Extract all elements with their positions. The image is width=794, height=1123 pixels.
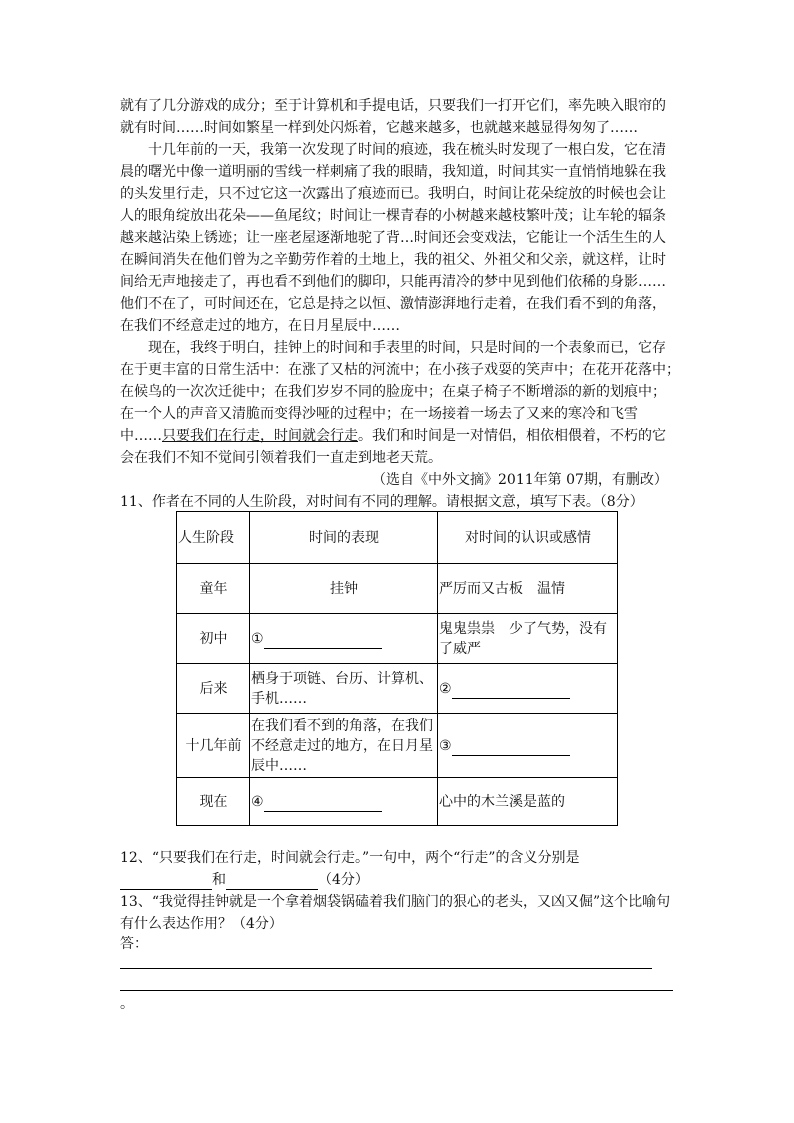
blank-marker: ④ (251, 793, 264, 810)
passage-line: 的头发里行走，只不过它这一次露出了痕迹而已。我明白，时间让花朵绽放的时候也会让 (120, 186, 666, 202)
passage-line: 就有时间……时间如繁星一样到处闪烁着，它越来越多，也就越来越显得匆匆了…… (120, 120, 638, 136)
manifestation-cell (250, 778, 438, 826)
answer-label: 答： (120, 936, 148, 952)
passage-line-end: 。我们和时间是一对情侣，相依相偎着，不朽的它 (358, 428, 666, 444)
passage-line: 他们不在了，可时间还在，它总是持之以恒、激情澎湃地行走着，在我们看不到的角落， (120, 296, 666, 312)
blank-marker: ① (251, 630, 264, 647)
answer-line-1[interactable] (120, 968, 652, 969)
passage-source: （选自《中外文摘》2011年第 07期，有删改） (372, 472, 668, 488)
stage-cell: 现在 (177, 778, 250, 826)
passage-line: 十几年前的一天，我第一次发现了时间的痕迹，我在梳头时发现了一根白发，它在清 (148, 142, 666, 158)
passage-line: 间给无声地接走了，再也看不到他们的脚印，只能再清冷的梦中见到他们依稀的身影…… (120, 274, 666, 290)
passage-line: 越来越沾染上锈迹；让一座老屋逐渐地驼了背…时间还会变戏法，它能让一个活生生的人 (120, 230, 666, 246)
header-manifestation: 时间的表现 (250, 512, 438, 564)
manifestation-cell: 挂钟 (250, 564, 438, 614)
passage-line: 在一个人的声音又清脆而变得沙哑的过程中；在一场接着一场去了又来的寒冷和飞雪 (120, 406, 638, 422)
table-row (177, 664, 618, 714)
passage-line-start: 中…… (120, 428, 162, 444)
question-12-answer-line (120, 870, 369, 890)
answer-blank-3[interactable] (452, 739, 570, 756)
passage-line: 人的眼角绽放出花朵——鱼尾纹；时间让一棵青春的小树越来越枝繁叶茂；让车轮的辐条 (120, 208, 666, 224)
passage-line: 会在我们不知不觉间引领着我们一直走到地老天荒。 (120, 450, 442, 466)
stage-cell: 初中 (177, 614, 250, 664)
feeling-cell (438, 664, 618, 714)
passage-line: 就有了几分游戏的成分；至于计算机和手提电话，只要我们一打开它们，率先映入眼帘的 (120, 98, 666, 114)
feeling-cell (438, 714, 618, 778)
conjunction-and: 和 (212, 872, 226, 888)
score-label: （4分） (318, 872, 369, 888)
end-mark: 。 (120, 996, 134, 1012)
passage-line: 在我们不经意走过的地方，在日月星辰中…… (120, 318, 400, 334)
table-row (177, 614, 618, 664)
life-stage-table (176, 511, 618, 826)
underlined-sentence: 只要我们在行走，时间就会行走 (162, 428, 358, 444)
manifestation-cell (250, 614, 438, 664)
question-13-prompt: 13、“我觉得挂钟就是一个拿着烟袋锅磕着我们脑门的狠心的老头，又凶又倔”这个比喻句 (120, 894, 671, 910)
manifestation-cell: 在我们看不到的角落，在我们不经意走过的地方，在日月星辰中…… (250, 714, 438, 778)
answer-blank-2[interactable] (452, 682, 570, 699)
header-stage: 人生阶段 (177, 512, 250, 564)
passage-line: 在瞬间消失在他们曾为之辛勤劳作着的土地上，我的祖父、外祖父和父亲，就这样，让时 (120, 252, 666, 268)
table-row (177, 714, 618, 778)
passage-line: 在候鸟的一次次迁徙中；在我们岁岁不同的脸庞中；在桌子椅子不断增添的新的划痕中； (120, 384, 666, 400)
passage-line: 现在，我终于明白，挂钟上的时间和手表里的时间，只是时间的一个表象而已，它存 (148, 340, 666, 356)
answer-blank-4[interactable] (264, 795, 382, 812)
feeling-cell: 心中的木兰溪是蓝的 (438, 778, 618, 826)
table-row (177, 564, 618, 614)
passage-line: 在于更丰富的日常生活中：在涨了又枯的河流中；在小孩子戏耍的笑声中；在花开花落中； (120, 362, 680, 378)
feeling-cell: 鬼鬼祟祟 少了气势，没有了威严 (438, 614, 618, 664)
answer-line-2[interactable] (120, 990, 673, 991)
answer-blank-12a[interactable] (120, 873, 212, 890)
manifestation-cell: 栖身于项链、台历、计算机、手机…… (250, 664, 438, 714)
header-feeling: 对时间的认识或感情 (438, 512, 618, 564)
table-row (177, 778, 618, 826)
answer-blank-1[interactable] (264, 632, 382, 649)
question-13-prompt-cont: 有什么表达作用？（4分） (120, 916, 283, 932)
table-header-row (177, 512, 618, 564)
question-12-prompt: 12、“只要我们在行走，时间就会行走。”一句中，两个“行走”的含义分别是 (120, 850, 580, 866)
passage-line (120, 426, 666, 446)
answer-blank-12b[interactable] (226, 873, 318, 890)
stage-cell: 童年 (177, 564, 250, 614)
feeling-cell: 严厉而又古板 温情 (438, 564, 618, 614)
stage-cell: 十几年前 (177, 714, 250, 778)
blank-marker: ② (439, 680, 452, 697)
blank-marker: ③ (439, 737, 452, 754)
stage-cell: 后来 (177, 664, 250, 714)
passage-line: 晨的曙光中像一道明丽的雪线一样刺痛了我的眼睛，我知道，时间其实一直悄悄地躲在我 (120, 164, 666, 180)
question-11-prompt: 11、作者在不同的人生阶段，对时间有不同的理解。请根据文意，填写下表。（8分） (120, 494, 644, 510)
